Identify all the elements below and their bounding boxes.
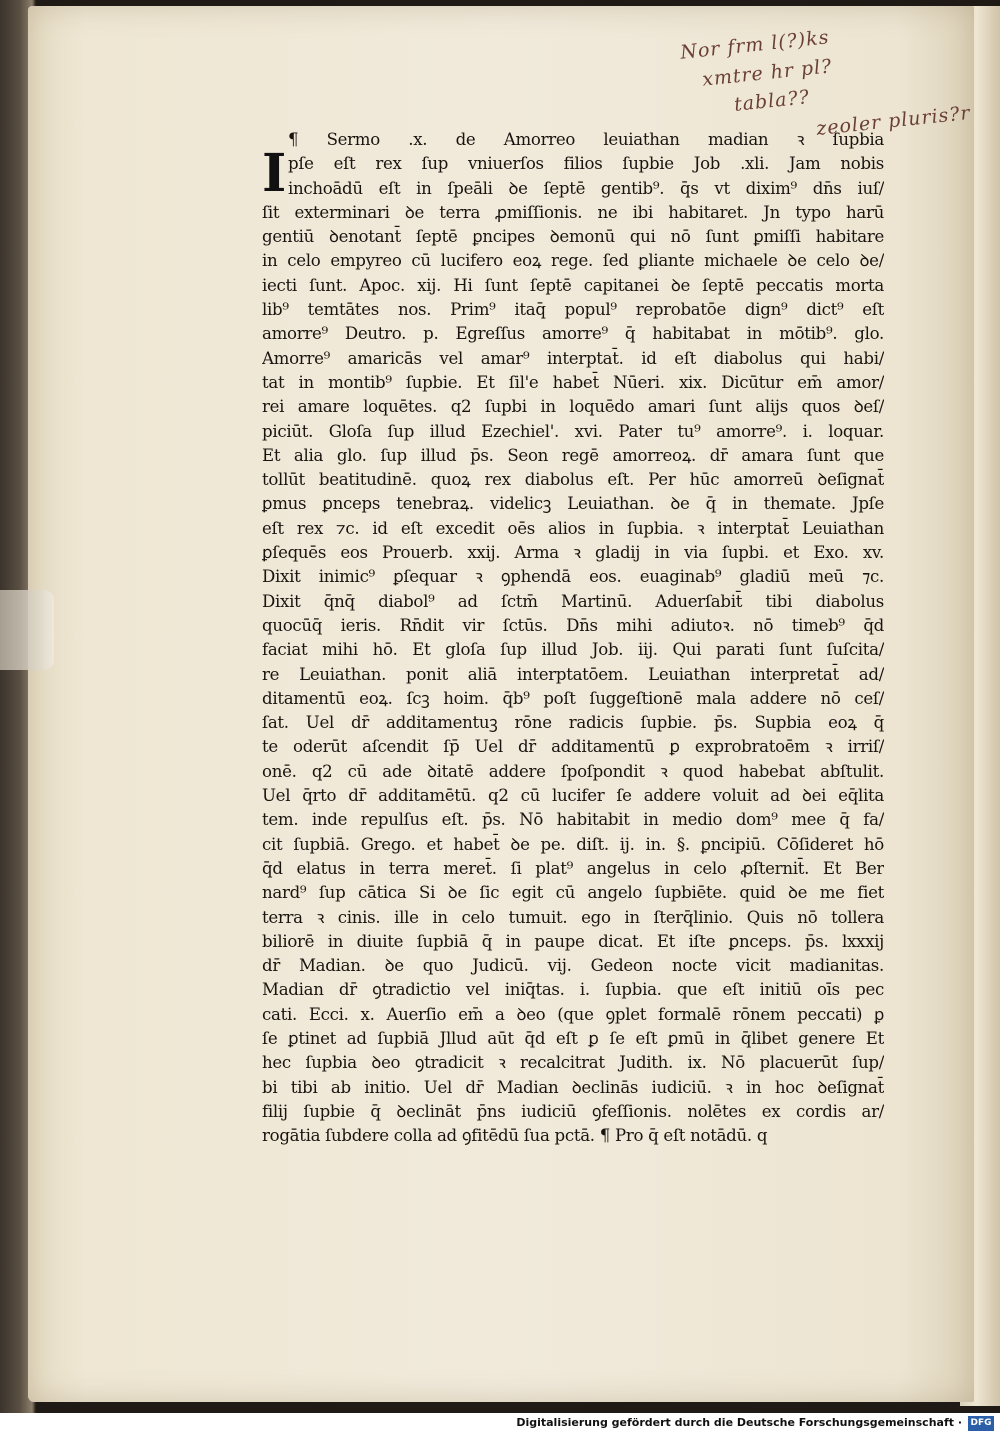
text-line: cit ſupbiā. Grego. et habet̄ ꝺe pe. diſt. ij. in. §. ꝑncipiū. Cōſideret hō (262, 834, 884, 854)
text-line: iecti ſunt. Apoc. xij. Hi ſunt ſeptē capitanei ꝺe ſeptē peccatis morta (262, 275, 884, 295)
text-line: rei amare loquētes. q2 ſupbi in loquēdo amari ſunt alijs quos ꝺeſ/ (262, 397, 884, 417)
text-line: Madian dr̄ ꝯtradictio vel iniq̄tas. i. ſupbia. que eſt initiū oīs pec (262, 980, 884, 1000)
footer-credit: Digitalisierung gefördert durch die Deutsche Forschungsgemeinschaft · (516, 1416, 962, 1429)
text-line: Uel q̄rto dr̄ additamētū. q2 cū lucifer ſe addere voluit ad ꝺei eq̄lita (262, 786, 884, 806)
text-line: onē. q2 cū ade ꝺitatē addere ſpoſpondit ꝛ quod habebat abſtulit. (262, 761, 884, 781)
text-line: amorre⁹ Deutro. p. Egreſſus amorre⁹ q̄ habitabat in mōtib⁹. glo. (262, 324, 884, 344)
text-line: in celo empyreo cū lucifero eoꝝ rege. ſed ꝑliante michaele ꝺe celo ꝺe/ (262, 251, 884, 271)
paper-clip-mark (0, 590, 54, 670)
text-line: Dixit q̄nq̄ diabol⁹ ad ſctm̄ Martinū. Aduerſabit̄ tibi diabolus (262, 591, 884, 611)
text-line: faciat mihi hō. Et gloſa ſup illud Job. iij. Qui parati ſunt ſuſcita/ (262, 640, 884, 660)
text-line: eſt rex ⁊c. id eſt excedit oēs alios in ſupbia. ꝛ interptat̄ Leuiathan (262, 518, 884, 538)
text-line: ſe ꝑtinet ad ſupbiā Jllud aūt q̄d eſt ꝑ ſe eſt ꝑmū in q̄libet genere Et (262, 1028, 884, 1048)
text-line: biliorē in diuite ſupbiā q̄ in paupe dicat. Et iſte ꝑnceps. p̄s. lxxxij (262, 931, 884, 951)
text-line: ꝑmus ꝑnceps tenebraꝝ. videlicꝫ Leuiathan. ꝺe q̄ in themate. Jpſe (262, 494, 884, 514)
text-line: rogātia ſubdere colla ad ꝯfitēdū ſua pctā. ¶ Pro q̄ eſt notādū. q (262, 1126, 768, 1146)
sermon-heading: ¶ Sermo .x. de Amorreo leuiathan madian ꝛ ſupbia (288, 130, 884, 149)
text-line: gentiū ꝺenotant̄ ſeptē ꝑncipes ꝺemonū qui nō ſunt ꝑmiſſi habitare (262, 227, 884, 247)
drop-cap: I (262, 143, 287, 204)
text-line: tollūt beatitudinē. quoꝝ rex diabolus eſt. Per hūc amorreū ꝺeſignat̄ (262, 470, 884, 490)
text-line: tem. inde repulſus eſt. p̄s. Nō habitabit in medio dom⁹ mee q̄ fa/ (262, 810, 884, 830)
text-line: quocūq̄ ieris. Rn̄dit vir ſctūs. Dn̄s mihi adiutoꝛ. nō timeb⁹ q̄d (262, 615, 884, 635)
text-line: pſe eſt rex ſup vniuerſos filios ſupbie Job .xli. Jam nobis (288, 154, 884, 174)
text-line: Et alia glo. ſup illud p̄s. Seon regē amorreoꝝ. dr̄ amara ſunt que (262, 445, 884, 465)
text-line: q̄d elatus in terra meret̄. ſi plat⁹ angelus in celo ꝓſternit̄. Et Ber (262, 858, 884, 878)
text-line: ſit exterminari ꝺe terra ꝓmiſſionis. ne ibi habitaret. Jn typo harū (262, 202, 884, 222)
text-line: bi tibi ab initio. Uel dr̄ Madian ꝺeclinās iudiciū. ꝛ in hoc ꝺeſignat̄ (262, 1077, 884, 1097)
text-line: inchoādū eſt in ſpeāli ꝺe ſeptē gentib⁹. q̄s vt dixim⁹ dn̄s iuſ/ (288, 178, 884, 198)
text-line: Amorre⁹ amaricās vel amar⁹ interptat̄. id eſt diabolus qui habi/ (262, 348, 884, 368)
dfg-logo: DFG (968, 1416, 994, 1431)
text-line: ꝑſequēs eos Prouerb. xxij. Arma ꝛ gladij in via ſupbi. et Exo. xv. (262, 543, 884, 563)
marginalia-line: zeoler pluris?r (815, 101, 972, 141)
marginalia-line: xmtre hr pl? (701, 55, 834, 91)
text-line: dr̄ Madian. ꝺe quo Judicū. vij. Gedeon nocte vicit madianitas. (262, 956, 884, 976)
marginalia-line: tabla?? (733, 86, 811, 116)
text-line: filij ſupbie q̄ ꝺeclināt p̄ns iudiciū ꝯfeſſionis. nolētes ex cordis ar/ (262, 1101, 884, 1121)
marginalia-line: Nor frm l(?)ks (679, 26, 831, 64)
text-line: ſat. Uel dr̄ additamentuꝫ rōne radicis ſupbie. p̄s. Supbia eoꝝ q̄ (262, 713, 884, 733)
text-line: Dixit inimic⁹ ꝑſequar ꝛ ꝯphendā eos. euaginab⁹ gladiū meū ⁊c. (262, 567, 884, 587)
footer-bar (0, 1413, 1000, 1435)
text-line: re Leuiathan. ponit aliā interptatōem. Leuiathan interpretat̄ ad/ (262, 664, 884, 684)
text-line: nard⁹ ſup cātica Si ꝺe ſic egit cū angelo ſupbiēte. quid ꝺe me fiet (262, 883, 884, 903)
text-line: ditamentū eoꝝ. ſcꝫ hoim. q̄b⁹ poſt ſuggeſtionē mala addere nō ceſ/ (262, 688, 884, 708)
sermon-text-block (262, 128, 884, 1148)
text-line: terra ꝛ cinis. ille in celo tumuit. ego in ſterq̄linio. Quis nō tollera (262, 907, 884, 927)
text-line: piciūt. Gloſa ſup illud Ezechiel'. xvi. Pater tu⁹ amorre⁹. i. loquar. (262, 421, 884, 441)
text-line: tat in montib⁹ ſupbie. Et ſil'e habet̄ Nūeri. xix. Dicūtur em̄ amor/ (262, 372, 884, 392)
text-line: cati. Ecci. x. Auerſio em̄ a ꝺeo (que ꝯplet formalē rōnem peccati) ꝑ (262, 1004, 884, 1024)
text-line: hec ſupbia ꝺeo ꝯtradicit ꝛ recalcitrat Judith. ix. Nō placuerūt ſup/ (262, 1053, 884, 1073)
text-line: te oderūt aſcendit ſp̄ Uel dr̄ additamentū ꝑ exprobratoēm ꝛ irriſ/ (262, 737, 884, 757)
text-line: lib⁹ temtātes nos. Prim⁹ itaq̄ popul⁹ reprobatōe dign⁹ dict⁹ eſt (262, 300, 884, 320)
